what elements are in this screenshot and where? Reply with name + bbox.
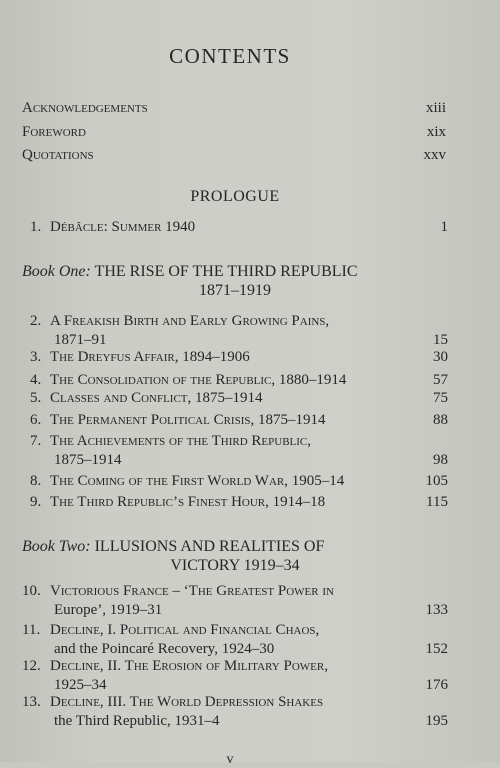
book-two-heading [22, 537, 448, 575]
toc-entry [30, 432, 448, 470]
chapter-title: The Dreyfus Affair, 1894–1906 [50, 349, 250, 365]
chapter-number: 2. [30, 313, 42, 329]
chapter-page: 133 [425, 602, 448, 618]
chapter-title: Decline, III. The World Depression Shakes [50, 694, 324, 710]
front-matter-item [22, 147, 446, 164]
page-number-footer: v [226, 752, 234, 767]
chapter-page: 152 [425, 641, 448, 657]
chapter-title-cont: 1871–91 [54, 332, 107, 348]
chapter-page: 105 [425, 473, 448, 489]
toc-entry [30, 389, 448, 408]
chapter-title: The Third Republic’s Finest Hour, 1914–18 [50, 494, 326, 510]
chapter-page: 15 [433, 332, 448, 348]
chapter-title: Classes and Conflict, 1875–1914 [50, 390, 263, 406]
chapter-page: 30 [433, 349, 448, 365]
chapter-number: 12. [22, 658, 41, 674]
front-matter-title: Acknowledgements [22, 100, 148, 116]
toc-entry [30, 312, 448, 350]
front-matter-page: xiii [425, 100, 446, 116]
toc-entry [22, 693, 448, 731]
chapter-title: A Freakish Birth and Early Growing Pains, [50, 313, 330, 329]
book-title-cont: VICTORY 1919–34 [170, 557, 300, 574]
front-matter-page: xxv [423, 147, 446, 163]
chapter-title: The Consolidation of the Republic, 1880–1914 [50, 372, 347, 388]
toc-entry [30, 218, 448, 237]
chapter-title: The Achievements of the Third Republic, [50, 433, 312, 449]
toc-entry [22, 657, 448, 695]
chapter-page: 88 [433, 412, 448, 428]
chapter-number: 1. [30, 219, 42, 235]
chapter-page: 115 [426, 494, 448, 510]
prologue-heading: PROLOGUE [190, 188, 280, 205]
front-matter-title: Foreword [22, 124, 86, 140]
chapter-number: 9. [30, 494, 42, 510]
chapter-page: 98 [433, 452, 448, 468]
book-dates: 1871–1919 [199, 282, 271, 299]
chapter-title: Decline, II. The Erosion of Military Power, [50, 658, 328, 674]
chapter-page: 195 [425, 713, 448, 729]
chapter-title: The Permanent Political Crisis, 1875–1914 [50, 412, 326, 428]
chapter-page: 75 [433, 390, 448, 406]
front-matter-item [22, 124, 446, 141]
chapter-title: Victorious France – ‘The Greatest Power in [50, 583, 334, 599]
toc-entry [30, 411, 448, 430]
chapter-title-cont: and the Poincaré Recovery, 1924–30 [54, 641, 275, 657]
chapter-number: 3. [30, 349, 42, 365]
chapter-number: 5. [30, 390, 42, 406]
chapter-number: 4. [30, 372, 42, 388]
book-title: ILLUSIONS AND REALITIES OF [94, 538, 325, 555]
book-label: Book Two: [22, 538, 91, 555]
chapter-title: The Coming of the First World War, 1905–14 [50, 473, 345, 489]
chapter-page: 176 [425, 677, 448, 693]
chapter-title-cont: 1875–1914 [54, 452, 122, 468]
chapter-title: Débâcle: Summer 1940 [50, 219, 196, 235]
toc-entry [30, 493, 448, 512]
chapter-page: 57 [433, 372, 448, 388]
chapter-number: 6. [30, 412, 42, 428]
book-label: Book One: [22, 263, 91, 280]
front-matter-item [22, 100, 446, 117]
toc-entry [30, 348, 448, 367]
chapter-page: 1 [440, 219, 448, 235]
chapter-title: Decline, I. Political and Financial Chaos, [50, 622, 320, 638]
front-matter-page: xix [426, 124, 446, 140]
chapter-title-cont: the Third Republic, 1931–4 [54, 713, 220, 729]
toc-entry [22, 582, 448, 620]
chapter-title-cont: 1925–34 [54, 677, 107, 693]
chapter-number: 7. [30, 433, 42, 449]
toc-entry [30, 472, 448, 491]
front-matter-title: Quotations [22, 147, 94, 163]
chapter-title-cont: Europe’, 1919–31 [54, 602, 163, 618]
toc-entry [30, 371, 448, 390]
toc-entry [22, 621, 448, 659]
page-title: CONTENTS [169, 44, 291, 68]
chapter-number: 8. [30, 473, 42, 489]
book-one-heading [22, 262, 448, 300]
chapter-number: 11. [22, 622, 41, 638]
chapter-number: 10. [22, 583, 41, 599]
book-title: THE RISE OF THE THIRD REPUBLIC [94, 263, 358, 280]
chapter-number: 13. [22, 694, 41, 710]
